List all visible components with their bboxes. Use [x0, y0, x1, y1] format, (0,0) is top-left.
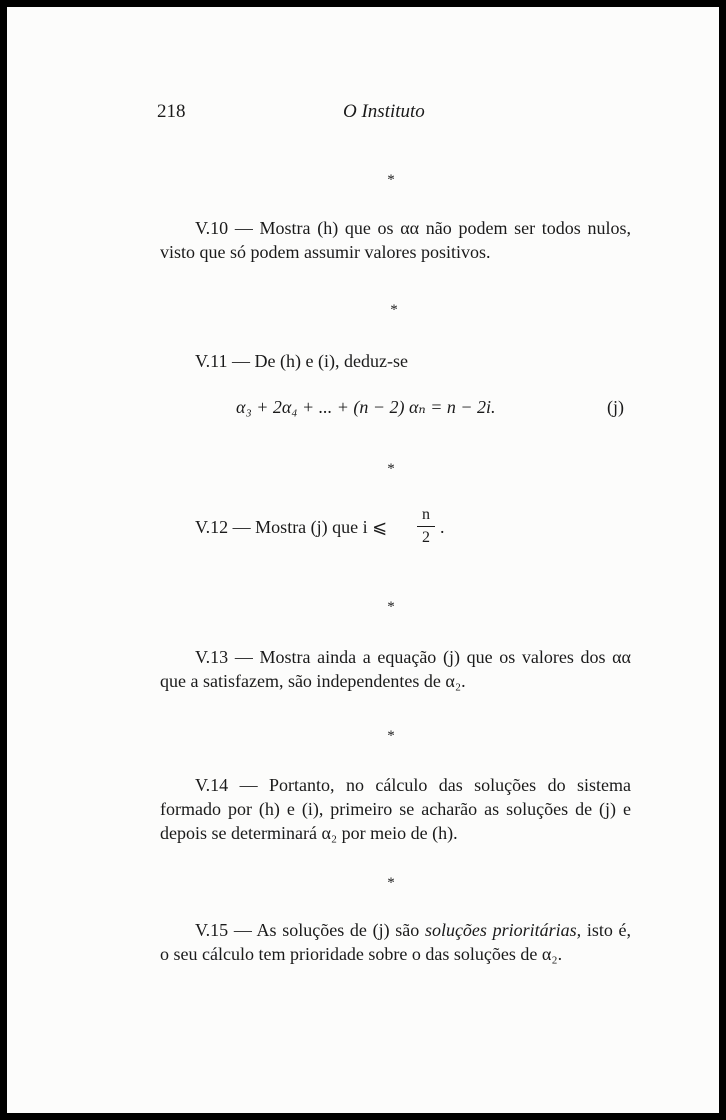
item-v11: V.11 — De (h) e (i), deduz-se [195, 351, 408, 371]
separator-asterisk: * [387, 599, 395, 615]
fraction-n-over-2 [414, 506, 438, 547]
item-v10: V.10 — Mostra (h) que os αα não podem ser todos nulos, visto que só podem assumir valores positivos. [160, 218, 631, 262]
item-v15 [160, 918, 631, 966]
fraction-denominator: 2 [422, 529, 430, 546]
item-v12-end: . [440, 517, 445, 537]
equation-label-j: (j) [607, 397, 624, 417]
book-page [7, 7, 719, 1113]
page-header [7, 101, 719, 125]
item-v15-text-end: isto é, o seu cálculo tem prioridade sobre o das soluções de α₂. [160, 920, 632, 964]
separator-asterisk: * [387, 728, 395, 744]
separator-asterisk: * [390, 302, 398, 318]
item-v13: V.13 — Mostra ainda a equação (j) que os valores dos αα que a satisfazem, são independentes de α₂. [160, 647, 631, 691]
item-v15-emphasis: soluções prioritárias, [424, 920, 582, 940]
running-title: O Instituto [343, 101, 425, 122]
item-v14: V.14 — Portanto, no cálculo das soluções do sistema formado por (h) e (i), primeiro se acharão as soluções de (j) e depois se determinará α₂ por meio de (h). [160, 775, 631, 843]
item-v15-text: V.15 — As soluções de (j) são [195, 920, 420, 940]
equation-j: α₃ + 2α₄ + ... + (n − 2) αₙ = n − 2i. [236, 397, 496, 417]
item-v12: V.12 — Mostra (j) que i ⩽ [195, 517, 388, 537]
page-number: 218 [157, 101, 186, 122]
fraction-numerator: n [422, 506, 430, 523]
separator-asterisk: * [387, 875, 395, 891]
separator-asterisk: * [387, 172, 395, 188]
separator-asterisk: * [387, 461, 395, 477]
